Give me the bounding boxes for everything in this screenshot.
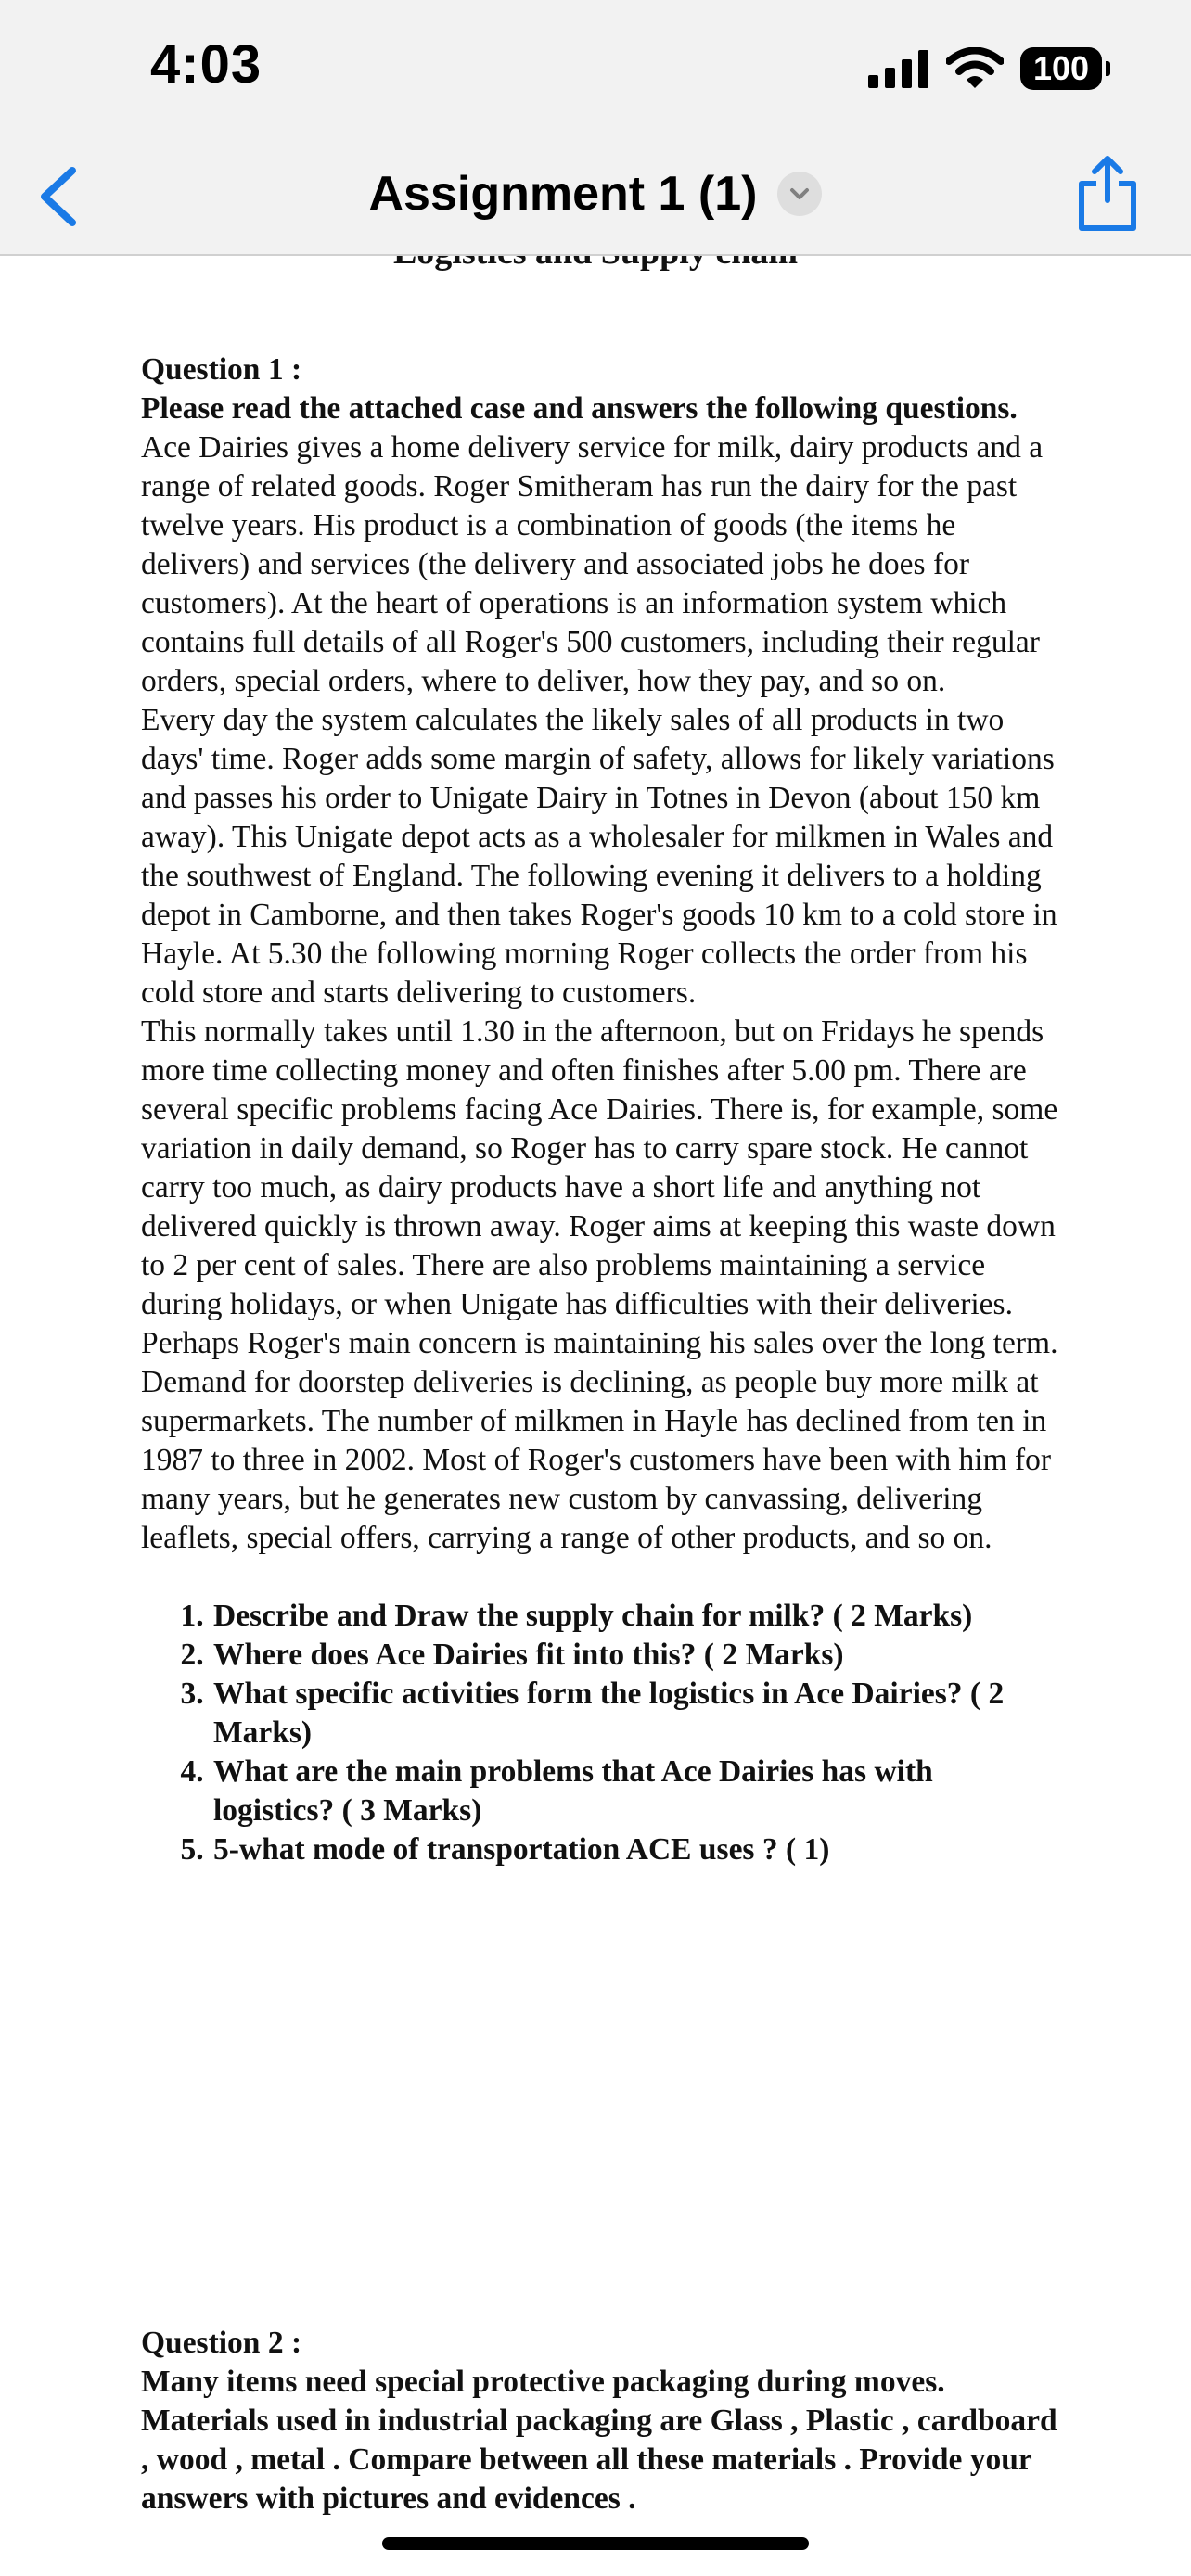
signal-bars-icon (868, 49, 929, 88)
share-button[interactable] (1070, 152, 1145, 236)
title-menu-button[interactable] (777, 172, 822, 216)
navigation-bar (0, 139, 1191, 256)
title-menu[interactable] (0, 161, 1191, 226)
question-item: 2. Where does Ace Dairies fit into this? ( 2 Marks) (211, 1636, 1059, 1675)
question2-label: Question 2 : (141, 2326, 302, 2360)
battery-icon: 100 (1020, 47, 1102, 90)
case-paragraph: This normally takes until 1.30 in the afternoon, but on Fridays he spends more time collecting money and often finishes after 5.00 pm. There are several specific problems facing Ace Dairies. There is, for example, some variation in daily demand, so Roger has to carry spare stock. He cannot carry too much, as dairy products have a short life and anything not delivered quickly is thrown away. Roger aims at keeping this waste down to 2 per cent of sales. There are also problems maintaining a service during holidays, or when Unigate has difficulties with their deliveries. Perhaps Roger's main concern is maintaining his sales over the long term. Demand for doorstep deliveries is declining, as people buy more milk at supermarkets. The number of milkmen in Hayle has declined from ten in 1987 to three in 2002. Most of Roger's customers have been with him for many years, but he generates new custom by canvassing, delivering leaflets, special offers, carrying a range of other products, and so on. (141, 1014, 1058, 1555)
home-indicator[interactable] (382, 2537, 809, 2550)
status-time: 4:03 (150, 34, 263, 95)
chevron-down-icon (787, 181, 813, 207)
document-title: Assignment 1 (1) (368, 167, 758, 221)
status-bar (0, 0, 1191, 139)
document-body[interactable] (141, 351, 1059, 1869)
wifi-icon (946, 47, 1004, 90)
question-item: 3. What specific activities form the logistics in Ace Dairies? ( 2 Marks) (211, 1675, 1059, 1753)
question2-prompt: Many items need special protective packaging during moves. Materials used in industrial packaging are Glass , Plastic , cardboard , wood , metal . Compare between all these materials . Provide your answers with pictures and evidences . (141, 2365, 1057, 2516)
share-icon (1070, 152, 1145, 236)
question2-section (141, 2324, 1059, 2519)
question1-label: Question 1 : (141, 352, 302, 387)
status-icons (868, 45, 1102, 93)
case-paragraph: Every day the system calculates the likely sales of all products in two days' time. Roger adds some margin of safety, allows for likely variations and passes his order to Unigate Dairy in Totnes in Devon (about 150 km away). This Unigate depot acts as a wholesaler for milkmen in Wales and the southwest of England. The following evening it delivers to a holding depot in Camborne, and then takes Roger's goods 10 km to a cold store in Hayle. At 5.30 the following morning Roger collects the order from his cold store and starts delivering to customers. (141, 703, 1057, 1010)
question-item: 1. Describe and Draw the supply chain for milk? ( 2 Marks) (211, 1597, 1059, 1636)
question-item: 5. 5-what mode of transportation ACE uses ? ( 1) (211, 1830, 1059, 1869)
question-list (141, 1597, 1059, 1869)
case-paragraph: Ace Dairies gives a home delivery service for milk, dairy products and a range of related goods. Roger Smitheram has run the dairy for the past twelve years. His product is a combination of goods (the items he delivers) and services (the delivery and associated jobs he does for customers). At the heart of operations is an information system which contains full details of all Roger's 500 customers, including their regular orders, special orders, where to deliver, how they pay, and so on. (141, 430, 1044, 698)
question1-prompt: Please read the attached case and answers the following questions. (141, 391, 1018, 426)
question-item: 4. What are the main problems that Ace Dairies has with logistics? ( 3 Marks) (211, 1753, 1059, 1830)
